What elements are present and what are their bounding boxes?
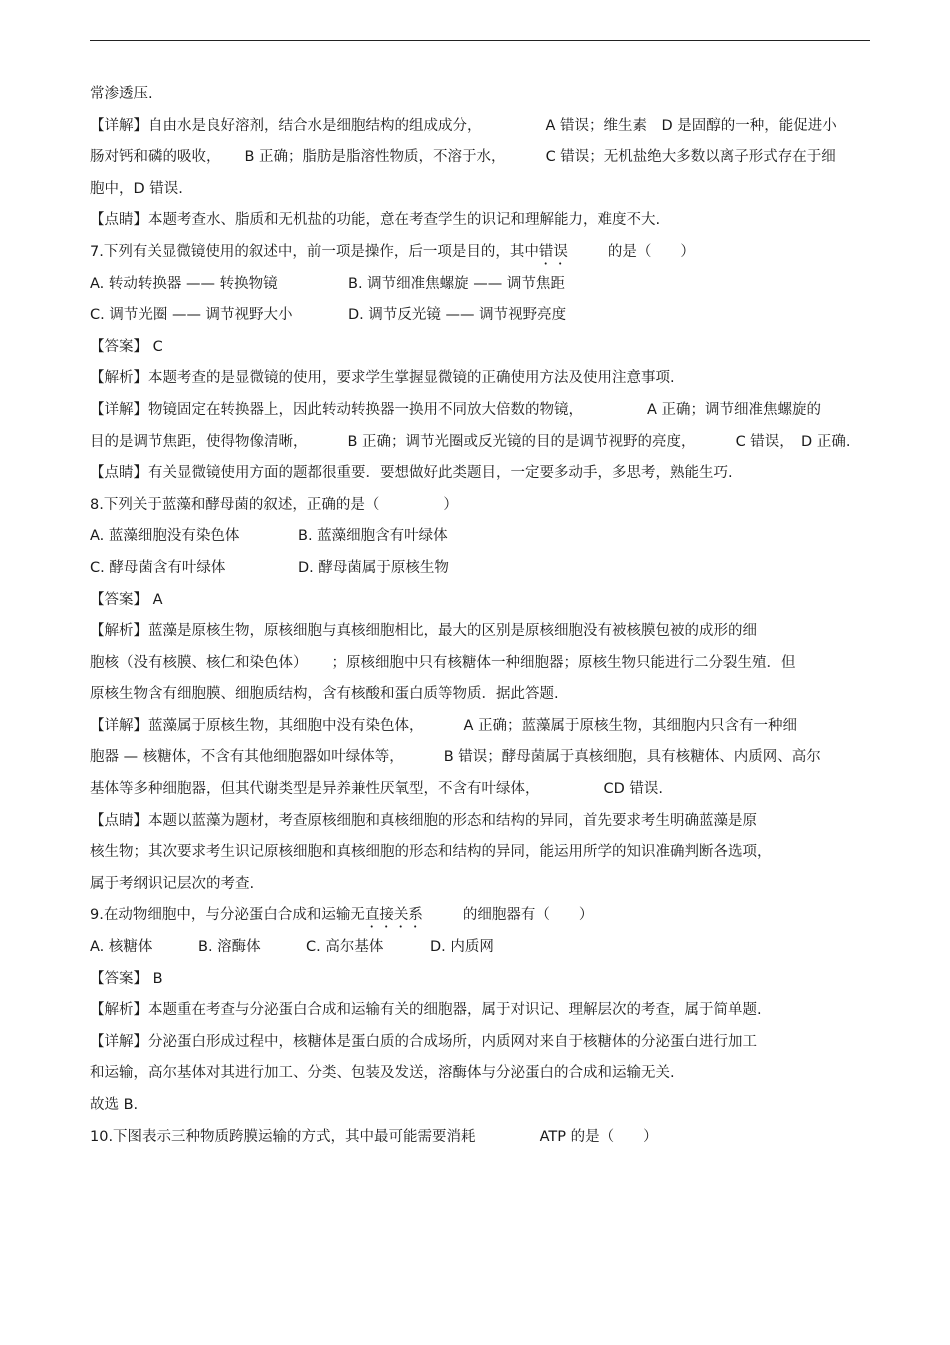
- text-span: ATP 的是（ ）: [539, 1128, 658, 1145]
- text-span: 【解析】本题重在考查与分泌蛋白合成和运输有关的细胞器，属于对识记、理解层次的考查，属于简单题.: [90, 1002, 762, 1019]
- text-span: 的细胞器有（ ）: [462, 907, 594, 924]
- text-span: 原核生物含有细胞膜、细胞质结构，含有核酸和蛋白质等物质．据此答题.: [90, 686, 559, 703]
- answer-line: [90, 337, 880, 357]
- text-span: 【点睛】本题以蓝藻为题材，考查原核细胞和真核细胞的形态和结构的异同，首先要求考生明确蓝藻是原: [90, 812, 757, 829]
- text-line: [90, 653, 880, 673]
- option-line: [90, 937, 880, 957]
- text-span: CD 错误.: [603, 781, 664, 798]
- answer-line: [90, 590, 880, 610]
- text-span: B 正确；脂肪是脂溶性物质，不溶于水，: [244, 149, 506, 166]
- emphasis-text: 直接关系: [364, 907, 423, 924]
- text-line: [90, 1063, 880, 1083]
- text-span: 7.下列有关显微镜使用的叙述中，前一项是操作，后一项是目的，其中: [90, 243, 539, 260]
- option-c: C. 高尔基体: [306, 939, 384, 956]
- text-span: B 正确；调节光圈或反光镜的目的是调节视野的亮度，: [347, 433, 696, 450]
- text-span: 常渗透压.: [90, 86, 153, 102]
- text-span: 【答案】 C: [90, 338, 163, 355]
- text-span: 胞器 — 核糖体，不含有其他细胞器如叶绿体等，: [90, 749, 404, 766]
- text-line: [90, 1000, 880, 1020]
- text-span: 基体等多种细胞器，但其代谢类型是异养兼性厌氧型，不含有叶绿体，: [90, 781, 540, 798]
- text-span: 【详解】自由水是良好溶剂，结合水是细胞结构的组成成分，: [90, 117, 482, 134]
- text-line: [90, 368, 880, 388]
- text-span: A 错误；维生素 D 是固醇的一种，能促进小: [545, 117, 837, 134]
- text-line: [90, 716, 880, 736]
- text-span: 9.在动物细胞中，与分泌蛋白合成和运输无: [90, 907, 365, 924]
- option-c: C. 酵母菌含有叶绿体: [90, 559, 226, 576]
- text-span: 【详解】分泌蛋白形成过程中，核糖体是蛋白质的合成场所，内质网对来自于核糖体的分泌蛋白进行加工: [90, 1033, 757, 1050]
- question-10: [90, 1127, 880, 1147]
- text-line: [90, 463, 880, 483]
- option-a: A. 核糖体: [90, 939, 153, 956]
- text-span: 【答案】 B: [90, 970, 163, 987]
- text-span: 和运输，高尔基体对其进行加工、分类、包装及发送，溶酶体与分泌蛋白的合成和运输无关.: [90, 1065, 675, 1082]
- text-line: [90, 811, 880, 831]
- text-span: 胞核（没有核膜、核仁和染色体）: [90, 654, 308, 671]
- text-span: 属于考纲识记层次的考查.: [90, 875, 255, 892]
- question-9: [90, 905, 880, 925]
- document-body: [90, 84, 880, 1158]
- option-line: [90, 526, 880, 546]
- text-line: [90, 1095, 880, 1115]
- text-span: C 错误， D 正确.: [735, 433, 851, 450]
- text-span: 的是（ ）: [607, 243, 695, 260]
- option-line: [90, 274, 880, 294]
- text-span: 8.下列关于蓝藻和酵母菌的叙述，正确的是（: [90, 496, 380, 513]
- text-span: 【点睛】有关显微镜使用方面的题都很重要．要想做好此类题目，一定要多动手，多思考，熟能生巧.: [90, 465, 733, 482]
- option-b: B. 调节细准焦螺旋 —— 调节焦距: [348, 275, 565, 292]
- text-line: [90, 432, 880, 452]
- text-line: [90, 874, 880, 894]
- text-span: C 错误；无机盐绝大多数以离子形式存在于细: [545, 149, 836, 166]
- text-span: 【解析】蓝藻是原核生物，原核细胞与真核细胞相比，最大的区别是原核细胞没有被核膜包被的成形的细: [90, 623, 757, 640]
- option-d: D. 调节反光镜 —— 调节视野亮度: [348, 307, 567, 324]
- text-span: ）: [443, 496, 458, 513]
- text-line: [90, 1032, 880, 1052]
- option-a: A. 转动转换器 —— 转换物镜: [90, 275, 278, 292]
- option-b: B. 蓝藻细胞含有叶绿体: [298, 528, 448, 545]
- text-span: 【详解】蓝藻属于原核生物，其细胞中没有染色体，: [90, 717, 424, 734]
- option-a: A. 蓝藻细胞没有染色体: [90, 528, 240, 545]
- text-span: 10.下图表示三种物质跨膜运输的方式，其中最可能需要消耗: [90, 1128, 476, 1145]
- option-line: [90, 305, 880, 325]
- question-7: [90, 242, 880, 262]
- text-span: 肠对钙和磷的吸收，: [90, 149, 221, 166]
- text-line: [90, 84, 880, 104]
- text-span: 【答案】 A: [90, 591, 163, 608]
- text-span: A 正确；调节细准焦螺旋的: [647, 401, 822, 418]
- answer-line: [90, 969, 880, 989]
- text-line: [90, 147, 880, 167]
- question-8: [90, 495, 880, 515]
- emphasis-text: 错误: [538, 243, 568, 260]
- option-c: C. 调节光圈 —— 调节视野大小: [90, 307, 293, 324]
- text-line: [90, 179, 880, 199]
- text-span: 目的是调节焦距，使得物像清晰，: [90, 433, 308, 450]
- text-line: [90, 779, 880, 799]
- header-rule: [90, 40, 870, 41]
- option-b: B. 溶酶体: [198, 939, 261, 956]
- option-d: D. 酵母菌属于原核生物: [298, 559, 449, 576]
- text-span: 【解析】本题考查的是显微镜的使用，要求学生掌握显微镜的正确使用方法及使用注意事项.: [90, 370, 675, 387]
- text-span: 【详解】物镜固定在转换器上，因此转动转换器一换用不同放大倍数的物镜，: [90, 401, 583, 418]
- text-span: 【点睛】本题考查水、脂质和无机盐的功能，意在考查学生的识记和理解能力，难度不大.: [90, 212, 661, 229]
- text-span: B 错误；酵母菌属于真核细胞，具有核糖体、内质网、高尔: [443, 749, 821, 766]
- text-line: [90, 621, 880, 641]
- text-span: ；原核细胞中只有核糖体一种细胞器；原核生物只能进行二分裂生殖．但: [331, 654, 796, 671]
- text-line: [90, 400, 880, 420]
- text-line: [90, 842, 880, 862]
- text-line: [90, 210, 880, 230]
- text-span: 核生物；其次要求考生识记原核细胞和真核细胞的形态和结构的异同，能运用所学的知识准确判断各选项，: [90, 844, 772, 861]
- option-d: D. 内质网: [430, 939, 494, 956]
- text-span: 故选 B.: [90, 1097, 139, 1113]
- text-span: A 正确；蓝藻属于原核生物，其细胞内只含有一种细: [463, 717, 798, 734]
- option-line: [90, 558, 880, 578]
- text-line: [90, 747, 880, 767]
- text-span: 胞中，D 错误.: [90, 180, 183, 197]
- text-line: [90, 116, 880, 136]
- text-line: [90, 684, 880, 704]
